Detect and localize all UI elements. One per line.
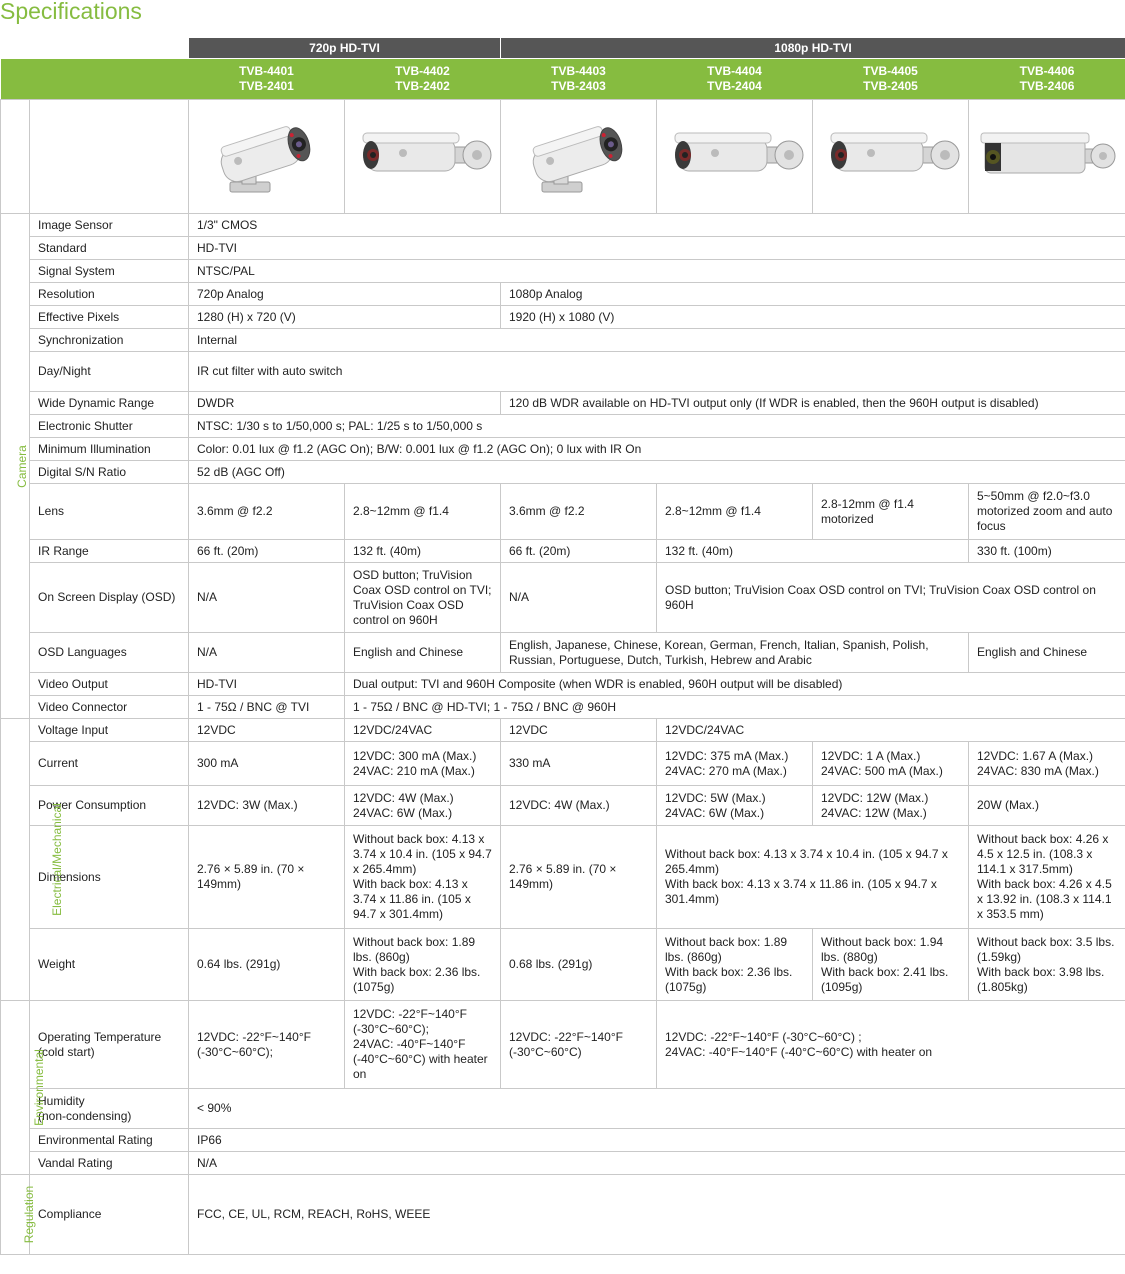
spec-label: Environmental Rating	[30, 1129, 189, 1152]
spec-row-resolution	[1, 283, 1125, 306]
group-720p-header: 720p HD-TVI	[189, 38, 501, 59]
spec-label: OSD Languages	[30, 633, 189, 673]
spec-row-video-connector	[1, 696, 1125, 719]
group-1080p-header: 1080p HD-TVI	[501, 38, 1125, 59]
spec-value: English and Chinese	[969, 633, 1125, 673]
spec-value: 1920 (H) x 1080 (V)	[501, 306, 1125, 329]
spec-value: 12VDC: 1 A (Max.) 24VAC: 500 mA (Max.)	[813, 742, 969, 786]
small-bullet-camera-icon	[202, 112, 332, 202]
model-number-secondary: TVB-2402	[395, 79, 450, 93]
spec-value: 12VDC: 300 mA (Max.) 24VAC: 210 mA (Max.)	[345, 742, 501, 786]
spec-value: 120 dB WDR available on HD-TVI output only (If WDR is enabled, then the 960H output is disabled)	[501, 392, 1125, 415]
spec-value: Color: 0.01 lux @ f1.2 (AGC On); B/W: 0.001 lux @ f1.2 (AGC On); 0 lux with IR On	[189, 438, 1125, 461]
spec-value: 12VDC: 375 mA (Max.) 24VAC: 270 mA (Max.)	[657, 742, 813, 786]
spec-value: 12VDC/24VAC	[345, 719, 501, 742]
spec-value: 12VDC: -22°F~140°F (-30°C~60°C)	[501, 1001, 657, 1089]
model-number-secondary: TVB-2406	[1019, 79, 1075, 93]
model-header	[657, 59, 813, 100]
spec-row-lens	[1, 484, 1125, 540]
spec-label: IR Range	[30, 540, 189, 563]
spec-value: 300 mA	[189, 742, 345, 786]
spec-value: OSD button; TruVision Coax OSD control on TVI; TruVision Coax OSD control on 960H	[345, 563, 501, 633]
spec-row-video-output	[1, 673, 1125, 696]
spec-value: 2.76 × 5.89 in. (70 × 149mm)	[189, 826, 345, 929]
spec-value: Without back box: 4.13 x 3.74 x 10.4 in. (105 x 94.7 x 265.4mm) With back box: 4.13 x 3.74 x 11.86 in. (105 x 94.7 x 301.4mm)	[657, 826, 969, 929]
spec-value: 1/3" CMOS	[189, 214, 1125, 237]
spec-value: 3.6mm @ f2.2	[189, 484, 345, 540]
section-label-camera	[1, 214, 30, 719]
spec-value: 12VDC: 3W (Max.)	[189, 786, 345, 826]
spec-value: Without back box: 1.89 lbs. (860g) With back box: 2.36 lbs. (1075g)	[345, 929, 501, 1001]
small-bullet-camera-icon	[514, 112, 644, 202]
model-number-primary: TVB-4403	[551, 64, 606, 78]
spec-row-op-temp	[1, 1001, 1125, 1089]
spec-label: Voltage Input	[30, 719, 189, 742]
spec-label: Electronic Shutter	[30, 415, 189, 438]
spec-value: Dual output: TVI and 960H Composite (when WDR is enabled, 960H output will be disabled)	[345, 673, 1125, 696]
spec-label: Humidity (non-condensing)	[30, 1089, 189, 1129]
section-label-regulation	[1, 1175, 37, 1255]
spec-label: Current	[30, 742, 189, 786]
long-range-bullet-camera	[969, 100, 1125, 214]
spec-row-compliance	[1, 1175, 1125, 1255]
spec-label: Video Connector	[30, 696, 189, 719]
varifocal-bullet-camera-icon	[353, 117, 493, 197]
spec-value: 330 mA	[501, 742, 657, 786]
section-label-text: Regulation	[22, 1185, 37, 1244]
spec-value: 12VDC: -22°F~140°F (-30°C~60°C) ; 24VAC: -40°F~140°F (-40°C~60°C) with heater on	[657, 1001, 1125, 1089]
spec-value: DWDR	[189, 392, 501, 415]
spec-value: 20W (Max.)	[969, 786, 1125, 826]
spec-label: Wide Dynamic Range	[30, 392, 189, 415]
spec-label: On Screen Display (OSD)	[30, 563, 189, 633]
spec-value: 12VDC	[501, 719, 657, 742]
spec-row-image-sensor	[1, 214, 1125, 237]
spec-value: Without back box: 1.94 lbs. (880g) With back box: 2.41 lbs. (1095g)	[813, 929, 969, 1001]
varifocal-bullet-camera	[657, 100, 813, 214]
model-header	[345, 59, 501, 100]
spec-value: N/A	[189, 633, 345, 673]
spec-label: Resolution	[30, 283, 189, 306]
spec-value: 2.8~12mm @ f1.4	[345, 484, 501, 540]
varifocal-bullet-camera	[813, 100, 969, 214]
spec-value: 1080p Analog	[501, 283, 1125, 306]
spec-value: 1 - 75Ω / BNC @ TVI	[189, 696, 345, 719]
spec-value: 12VDC	[189, 719, 345, 742]
model-header	[189, 59, 345, 100]
spec-value: 330 ft. (100m)	[969, 540, 1125, 563]
spec-table	[0, 37, 1125, 1255]
spec-value: English and Chinese	[345, 633, 501, 673]
spec-value: 132 ft. (40m)	[657, 540, 969, 563]
spec-value: N/A	[189, 563, 345, 633]
spec-value: 1 - 75Ω / BNC @ HD-TVI; 1 - 75Ω / BNC @ 960H	[345, 696, 1125, 719]
spec-value: 66 ft. (20m)	[501, 540, 657, 563]
spec-row-sn-ratio	[1, 461, 1125, 484]
model-number-primary: TVB-4401	[239, 64, 294, 78]
spec-value: Without back box: 3.5 lbs. (1.59kg) With back box: 3.98 lbs. (1.805kg)	[969, 929, 1125, 1001]
spec-row-day-night	[1, 352, 1125, 392]
varifocal-bullet-camera-icon	[821, 117, 961, 197]
spec-value: 5~50mm @ f2.0~f3.0 motorized zoom and auto focus	[969, 484, 1125, 540]
spec-label: Vandal Rating	[30, 1152, 189, 1175]
spec-row-osd-languages	[1, 633, 1125, 673]
spec-row-vandal	[1, 1152, 1125, 1175]
spec-value: IP66	[189, 1129, 1125, 1152]
spec-label: Standard	[30, 237, 189, 260]
section-label-text: Camera	[14, 444, 29, 488]
spec-value: 0.68 lbs. (291g)	[501, 929, 657, 1001]
spec-label: Day/Night	[30, 352, 189, 392]
small-bullet-camera	[189, 100, 345, 214]
spec-value: Without back box: 4.26 x 4.5 x 12.5 in. (108.3 x 114.1 x 317.5mm) With back box: 4.26 x 4.5 x 13.92 in. (108.3 x 114.1 x 353.5 mm)	[969, 826, 1125, 929]
spec-row-dimensions	[1, 826, 1125, 929]
varifocal-bullet-camera-icon	[665, 117, 805, 197]
spec-value: 52 dB (AGC Off)	[189, 461, 1125, 484]
spec-value: 12VDC: 5W (Max.) 24VAC: 6W (Max.)	[657, 786, 813, 826]
spec-label: Signal System	[30, 260, 189, 283]
spec-row-shutter	[1, 415, 1125, 438]
spec-row-current	[1, 742, 1125, 786]
section-label-text: Electrical/Mechanical	[49, 803, 64, 916]
spec-row-weight	[1, 929, 1125, 1001]
model-number-primary: TVB-4404	[707, 64, 762, 78]
spec-value: 0.64 lbs. (291g)	[189, 929, 345, 1001]
spec-value: NTSC: 1/30 s to 1/50,000 s; PAL: 1/25 s to 1/50,000 s	[189, 415, 1125, 438]
spec-row-synchronization	[1, 329, 1125, 352]
model-number-secondary: TVB-2404	[707, 79, 762, 93]
spec-value: HD-TVI	[189, 237, 1125, 260]
spec-value: Without back box: 1.89 lbs. (860g) With back box: 2.36 lbs. (1075g)	[657, 929, 813, 1001]
spec-value: 66 ft. (20m)	[189, 540, 345, 563]
spec-label: Synchronization	[30, 329, 189, 352]
spec-value: < 90%	[189, 1089, 1125, 1129]
spec-value: Internal	[189, 329, 1125, 352]
model-number-primary: TVB-4402	[395, 64, 450, 78]
spec-row-illumination	[1, 438, 1125, 461]
spec-value: 2.76 × 5.89 in. (70 × 149mm)	[501, 826, 657, 929]
model-number-secondary: TVB-2405	[863, 79, 918, 93]
spec-row-voltage	[1, 719, 1125, 742]
spec-value: NTSC/PAL	[189, 260, 1125, 283]
spec-value: 132 ft. (40m)	[345, 540, 501, 563]
spec-label: Image Sensor	[30, 214, 189, 237]
model-header	[969, 59, 1125, 100]
spec-value: 3.6mm @ f2.2	[501, 484, 657, 540]
spec-label: Effective Pixels	[30, 306, 189, 329]
spec-value: FCC, CE, UL, RCM, REACH, RoHS, WEEE	[189, 1175, 1125, 1255]
spec-row-osd	[1, 563, 1125, 633]
spec-value: N/A	[189, 1152, 1125, 1175]
model-header	[501, 59, 657, 100]
spec-value: 2.8-12mm @ f1.4 motorized	[813, 484, 969, 540]
page-title: Specifications	[0, 0, 142, 24]
spec-row-signal-system	[1, 260, 1125, 283]
spec-label: Video Output	[30, 673, 189, 696]
spec-row-ir-range	[1, 540, 1125, 563]
spec-row-effective-pixels	[1, 306, 1125, 329]
model-number-secondary: TVB-2401	[239, 79, 294, 93]
spec-value: 12VDC: -22°F~140°F (-30°C~60°C); 24VAC: -40°F~140°F (-40°C~60°C) with heater on	[345, 1001, 501, 1089]
spec-value: IR cut filter with auto switch	[189, 352, 1125, 392]
spec-value: 12VDC: 4W (Max.)	[501, 786, 657, 826]
long-range-bullet-camera-icon	[975, 117, 1120, 197]
spec-value: 12VDC/24VAC	[657, 719, 1125, 742]
spec-value: English, Japanese, Chinese, Korean, German, French, Italian, Spanish, Polish, Russian, Portuguese, Dutch, Turkish, Hebrew and Arabic	[501, 633, 969, 673]
section-label-environmental	[1, 1001, 46, 1175]
spec-row-env-rating	[1, 1129, 1125, 1152]
spec-label: Operating Temperature (cold start)	[30, 1001, 189, 1089]
spec-value: OSD button; TruVision Coax OSD control on TVI; TruVision Coax OSD control on 960H	[657, 563, 1125, 633]
spec-value: N/A	[501, 563, 657, 633]
section-label-text: Environmental	[31, 1049, 46, 1126]
varifocal-bullet-camera	[345, 100, 501, 214]
spec-value: 1280 (H) x 720 (V)	[189, 306, 501, 329]
spec-label: Dimensions	[30, 826, 189, 929]
small-bullet-camera	[501, 100, 657, 214]
spec-label: Power Consumption	[30, 786, 189, 826]
model-number-primary: TVB-4405	[863, 64, 918, 78]
spec-label: Lens	[30, 484, 189, 540]
spec-label: Weight	[30, 929, 189, 1001]
spec-value: 12VDC: -22°F~140°F (-30°C~60°C);	[189, 1001, 345, 1089]
model-header	[813, 59, 969, 100]
model-number-primary: TVB-4406	[1019, 64, 1075, 78]
spec-row-power	[1, 786, 1125, 826]
model-number-secondary: TVB-2403	[551, 79, 606, 93]
spec-row-standard	[1, 237, 1125, 260]
spec-label: Minimum Illumination	[30, 438, 189, 461]
spec-value: 12VDC: 1.67 A (Max.) 24VAC: 830 mA (Max.)	[969, 742, 1125, 786]
spec-value: 720p Analog	[189, 283, 501, 306]
spec-row-humidity	[1, 1089, 1125, 1129]
spec-row-wdr	[1, 392, 1125, 415]
spec-value: 2.8~12mm @ f1.4	[657, 484, 813, 540]
spec-label: Compliance	[30, 1175, 189, 1255]
spec-label: Digital S/N Ratio	[30, 461, 189, 484]
spec-value: HD-TVI	[189, 673, 345, 696]
spec-value: Without back box: 4.13 x 3.74 x 10.4 in. (105 x 94.7 x 265.4mm) With back box: 4.13 x 3.74 x 11.86 in. (105 x 94.7 x 301.4mm)	[345, 826, 501, 929]
spec-value: 12VDC: 12W (Max.) 24VAC: 12W (Max.)	[813, 786, 969, 826]
spec-value: 12VDC: 4W (Max.) 24VAC: 6W (Max.)	[345, 786, 501, 826]
